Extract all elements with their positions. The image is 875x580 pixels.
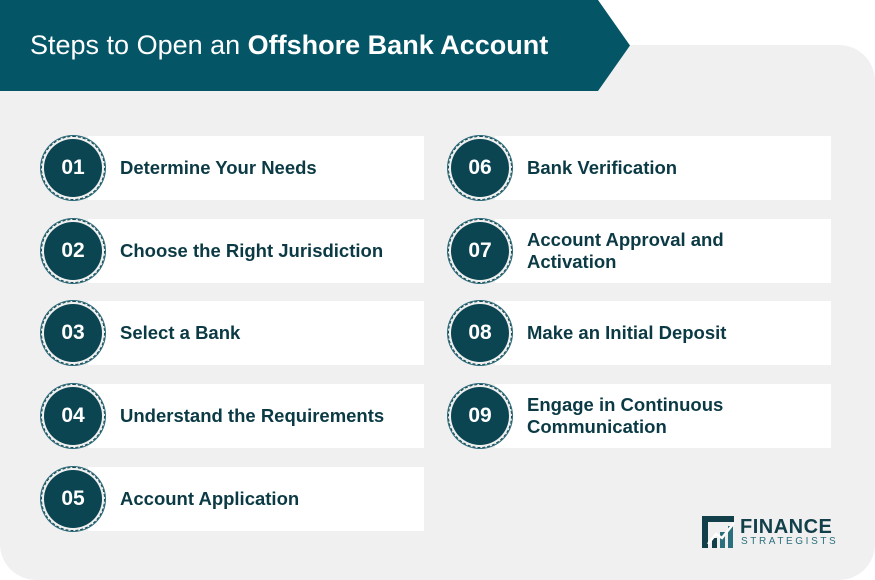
step-label: Bank Verification (527, 157, 678, 178)
step-label: Account Approval and Activation (527, 229, 724, 272)
step-item (44, 467, 424, 531)
step-item (44, 301, 424, 365)
step-number-badge: 04 (44, 387, 102, 445)
step-item (451, 384, 831, 448)
step-number-badge: 08 (451, 304, 509, 362)
step-label: Account Application (120, 488, 300, 509)
logo-text-finance: FINANCE (740, 516, 833, 538)
step-number-badge: 05 (44, 470, 102, 528)
logo-text-strategists: STRATEGISTS (741, 536, 839, 547)
page-title (30, 0, 548, 91)
step-item (451, 301, 831, 365)
step-number-badge: 07 (451, 222, 509, 280)
page-title-bold: Offshore Bank Account (247, 30, 549, 60)
step-number-badge: 06 (451, 139, 509, 197)
step-item (451, 219, 831, 283)
step-item (44, 136, 424, 200)
step-item (451, 136, 831, 200)
step-label: Make an Initial Deposit (527, 322, 727, 343)
step-label: Select a Bank (120, 322, 241, 343)
step-number-badge: 09 (451, 387, 509, 445)
step-number-badge: 01 (44, 139, 102, 197)
step-label: Understand the Requirements (120, 405, 385, 426)
step-number-badge: 02 (44, 222, 102, 280)
step-item (44, 384, 424, 448)
page-title-regular: Steps to Open an (30, 30, 241, 60)
step-label: Choose the Right Jurisdiction (120, 240, 384, 261)
finance-strategists-logo (700, 514, 839, 550)
finance-strategists-logo-icon (700, 514, 736, 550)
step-number-badge: 03 (44, 304, 102, 362)
step-item (44, 219, 424, 283)
step-label: Determine Your Needs (120, 157, 317, 178)
step-label: Engage in Continuous Communication (527, 394, 724, 437)
